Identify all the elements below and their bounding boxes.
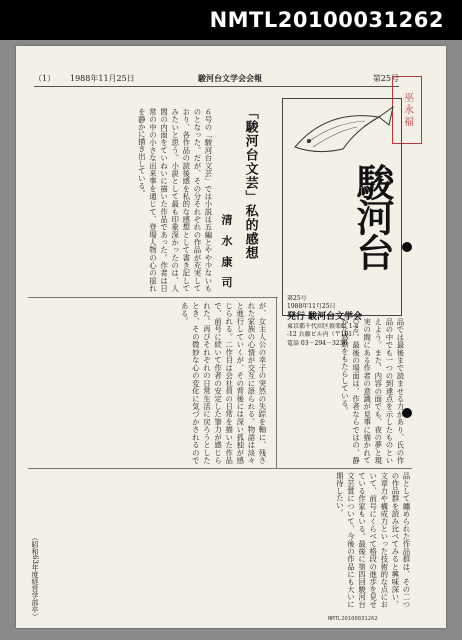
- newsletter-page: [16, 46, 446, 628]
- article-body-column-c: 品では最後まで読ませる力があり、氏の作品の中でも一つの到達点を示したものといえよう。また、内容の面でも、夜の夢と現実の間にある作者の意識が見事に描かれている。最後の場面は、作者ならではの、静かな感動をもたらしている。: [340, 318, 405, 464]
- masthead-phone: 電話 03－294－3236: [287, 339, 348, 347]
- article-body-column-d: 品として纏められた作品群は、その二つの作品群を読み比べてみると興味深い。文章力や構成力といった技術的な点において、前号にくらべて格段の進歩を見せている作家もいる。最後に第四回駿河台文芸賞について、今後の作品にも大いに期待したい。: [335, 472, 411, 608]
- article-body-column-a: ６号の「駿河台文芸」では小説は五編とやや少ないものとなった。だが、その分それぞれの作品が充実しており、各作品の読後感を私的な感想として書き記してみたいと思う。小説として最も印象深かったのは、人間の内面をていねいに描いた作品であった。作者は日常の中の小さな出来事を通じて、登場人物の心の揺れを静かに描き出している。: [137, 108, 213, 292]
- header-page-number: （1）: [34, 74, 56, 83]
- header-date: 1988年11月25日: [70, 74, 135, 83]
- masthead-address-1: 東京都千代田区猿楽町 1-4: [287, 323, 359, 331]
- punch-hole-top: [402, 242, 412, 252]
- catalog-number-footer: NMTL20100031262: [328, 616, 378, 622]
- column-divider: [276, 298, 277, 468]
- ownership-stamp: 巫永福: [392, 76, 422, 144]
- masthead-issue: 第25号: [287, 295, 307, 302]
- page-header: [34, 72, 399, 87]
- fish-illustration-icon: [287, 103, 397, 161]
- article-author: 清 水 康 司: [220, 214, 233, 291]
- article-body-column-b: が、女主人公の幸子の突然の失踪を軸に、残された家族の心情が交互に語られる。物語は淡々と進行していくが、その背後には深い孤独が感じられる。二作目は会社員の日常を描いた作品で、前号に続いて作者の安定した筆力が感じられた。再びそれぞれの日常生活に戻ろうとしたとき、その微妙な心の変化に気づかされるのである。: [180, 302, 267, 464]
- author-affiliation-note: （昭和63年度経営学部卒）: [31, 534, 39, 620]
- article-headline: 「駿河台文芸」私的感想: [242, 106, 258, 260]
- masthead-box: [282, 98, 402, 347]
- masthead-publisher: 発行 駿河台文学会: [287, 312, 363, 323]
- masthead-title: 駿河台: [350, 163, 395, 268]
- header-publisher: 駿河台文学会会報: [198, 73, 262, 83]
- catalog-id-label: NMTL20100031262: [0, 0, 462, 40]
- masthead-date: 1988年11月25日: [287, 303, 336, 311]
- header-issue-number: 第25号: [372, 74, 399, 83]
- column-divider: [28, 468, 412, 469]
- column-divider: [28, 297, 278, 298]
- masthead-address-2: -12 兵藤ビル内（〒101）: [287, 331, 359, 339]
